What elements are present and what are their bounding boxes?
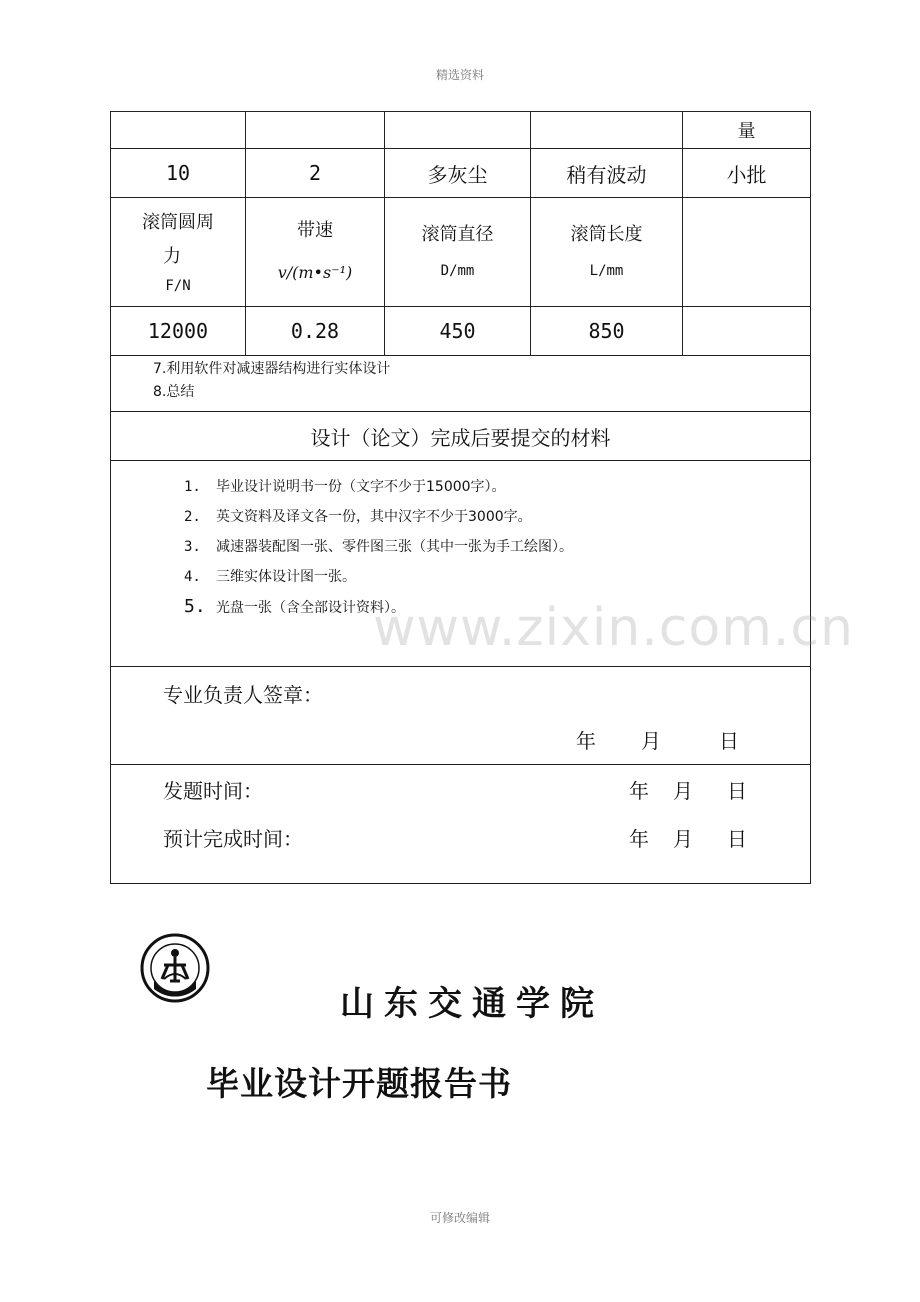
label: 滚筒直径 <box>421 224 494 245</box>
issue-time-label: 发题时间： <box>163 779 263 803</box>
cell-value: 10 <box>111 149 246 198</box>
table-row <box>111 356 811 412</box>
cell <box>683 198 811 307</box>
cell-value: 850 <box>531 307 683 356</box>
cell <box>385 112 531 149</box>
section-title: 设计（论文）完成后要提交的材料 <box>111 412 811 461</box>
date-year: 年 <box>629 779 649 803</box>
label: 力 <box>163 246 181 267</box>
label: 滚筒圆周 <box>142 212 214 233</box>
item-text: 光盘一张（含全部设计资料）。 <box>216 600 405 616</box>
cell <box>683 307 811 356</box>
date-month: 月 <box>673 779 693 803</box>
table-row <box>111 149 811 198</box>
cell <box>531 112 683 149</box>
table-row <box>111 198 811 307</box>
cell-environment: 多灰尘 <box>385 149 531 198</box>
item-number: 1. <box>184 479 201 495</box>
footer-note: 可修改编辑 <box>429 1211 490 1225</box>
table-row <box>111 765 811 884</box>
school-seal-icon <box>140 933 210 1003</box>
date-day: 日 <box>719 729 739 753</box>
table-row <box>111 412 811 461</box>
watermark: www.zixin.com.cn <box>373 598 854 658</box>
date-year: 年 <box>576 729 596 753</box>
requirements-table <box>110 111 811 884</box>
table-row <box>111 307 811 356</box>
cell-belt-speed <box>246 198 385 307</box>
item-number: 3. <box>184 539 201 555</box>
cell <box>246 112 385 149</box>
item-text: 减速器装配图一张、零件图三张（其中一张为手工绘图）。 <box>216 539 573 555</box>
cell-value: 12000 <box>111 307 246 356</box>
unit: F/N <box>165 278 191 294</box>
item-text: 毕业设计说明书一份（文字不少于15000字）。 <box>216 479 506 495</box>
cell-value: 450 <box>385 307 531 356</box>
list-item <box>184 567 810 587</box>
task-item: 8.总结 <box>153 384 195 400</box>
header-note: 精选资料 <box>435 68 484 82</box>
cell-drum-length <box>531 198 683 307</box>
cell <box>111 112 246 149</box>
date-month: 月 <box>673 827 693 851</box>
list-item <box>184 507 810 527</box>
cell-drum-force <box>111 198 246 307</box>
label: 滚筒长度 <box>570 224 643 245</box>
finish-time-label: 预计完成时间： <box>163 827 303 851</box>
unit: L/mm <box>589 263 624 279</box>
task-cell <box>111 356 811 412</box>
time-cell <box>111 765 811 884</box>
item-text: 英文资料及译文各一份，其中汉字不少于3000字。 <box>216 509 532 525</box>
list-item <box>184 477 810 497</box>
item-number: 2. <box>184 509 201 525</box>
label: 带速 <box>297 220 333 241</box>
signature-label: 专业负责人签章： <box>163 683 323 707</box>
item-number: 4. <box>184 569 201 585</box>
table-row <box>111 112 811 149</box>
signature-cell <box>111 667 811 765</box>
unit: D/mm <box>440 263 475 279</box>
unit: v/(m•s⁻¹) <box>277 263 353 282</box>
school-name: 山东交通学院 <box>340 984 604 1024</box>
date-month: 月 <box>641 729 661 753</box>
cell-drum-diameter <box>385 198 531 307</box>
cell-quantity-tail: 量 <box>683 112 811 149</box>
cell-load: 稍有波动 <box>531 149 683 198</box>
date-day: 日 <box>727 779 747 803</box>
cell-batch: 小批 <box>683 149 811 198</box>
document-title: 毕业设计开题报告书 <box>206 1064 512 1103</box>
cell-value: 0.28 <box>246 307 385 356</box>
list-item <box>184 537 810 557</box>
date-day: 日 <box>727 827 747 851</box>
item-text: 三维实体设计图一张。 <box>216 569 356 585</box>
item-number: 5. <box>184 596 206 617</box>
table-row <box>111 667 811 765</box>
task-item: 7.利用软件对减速器结构进行实体设计 <box>153 361 391 377</box>
date-year: 年 <box>629 827 649 851</box>
cell-value: 2 <box>246 149 385 198</box>
